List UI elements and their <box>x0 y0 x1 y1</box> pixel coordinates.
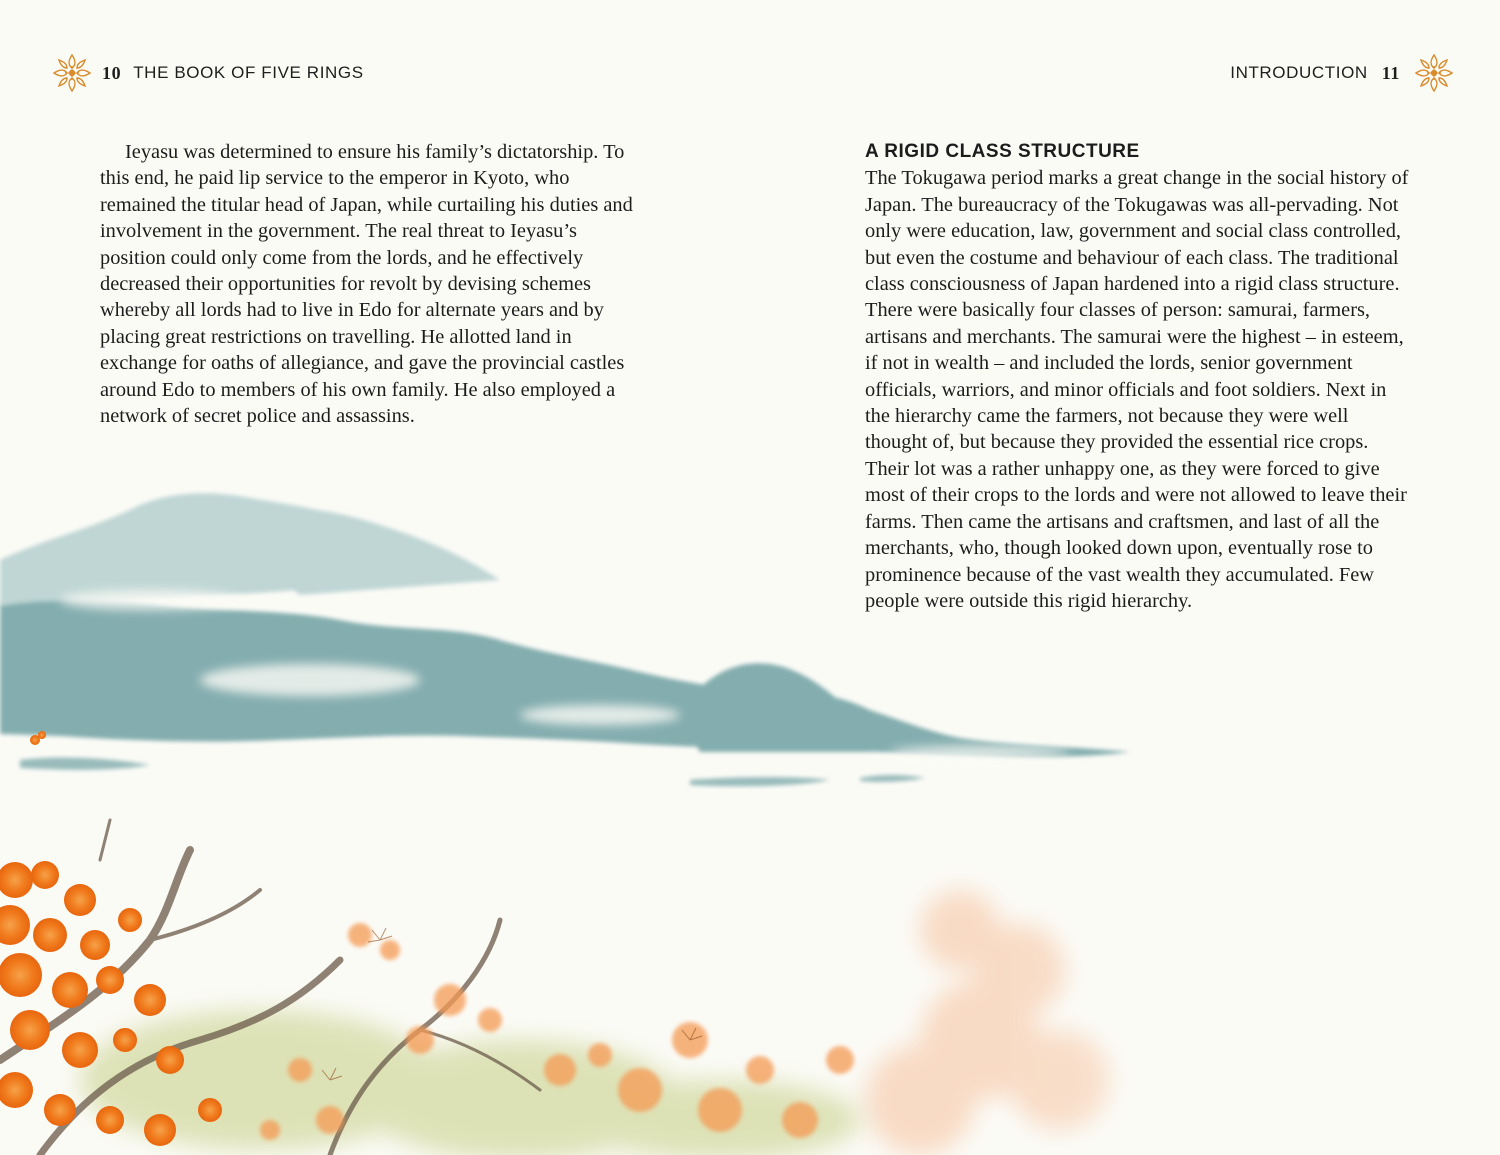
left-page-number: 10 <box>102 62 122 83</box>
mountain-range-back <box>0 493 500 605</box>
body-paragraph: The Tokugawa period marks a great change in the social history of Japan. The bureaucracy of the Tokugawas was all-pervading. Not only were education, law, government and social class controlled, but even the costume and behaviour of each class. The traditional class consciousness of Japan hardened into a rigid class structure. There were basically four classes of person: samurai, farmers, artisans and merchants. The samurai were the highest – in esteem, if not in wealth – and included the lords, senior government officials, warriors, and minor officials and foot soldiers. Next in the hierarchy came the farmers, not because they were well thought of, but because they provided the essential rice crops. Their lot was a rather unhappy one, as they were forced to give most of their crops to the lords and were not allowed to leave their farms. Then came the artisans and craftsmen, and last of all the merchants, who, though looked down upon, eventually rose to prominence because of the vast wealth they accumulated. Few people were outside this rigid hierarchy. <box>865 167 1409 612</box>
flower-ornament-icon <box>52 53 92 93</box>
body-paragraph: Ieyasu was determined to ensure his family’s dictatorship. To this end, he paid lip service to the emperor in Kyoto, who remained the titular head of Japan, while curtailing his duties and involvement in the government. The real threat to Ieyasu’s position could only come from the lords, and he effectively decreased their opportunities for revolt by devising schemes whereby all lords had to live in Edo for alternate years and by placing great restrictions on travelling. He allotted land in exchange for oaths of allegiance, and gave the provincial castles around Edo to members of his own family. He also employed a network of secret police and assassins. <box>100 141 633 428</box>
book-title-running-head: THE BOOK OF FIVE RINGS <box>133 63 364 82</box>
mist-streaks <box>20 758 925 787</box>
right-page-body <box>865 139 1410 614</box>
mountain-range-front <box>0 601 1130 757</box>
undergrowth <box>80 1010 860 1155</box>
left-running-head <box>52 58 364 88</box>
right-page-number: 11 <box>1381 62 1400 83</box>
flower-ornament-icon <box>1414 53 1454 93</box>
left-page-body <box>100 139 645 429</box>
right-running-head <box>1230 58 1454 88</box>
section-heading: A RIGID CLASS STRUCTURE <box>865 141 1140 162</box>
chapter-title-running-head: INTRODUCTION <box>1230 63 1368 82</box>
